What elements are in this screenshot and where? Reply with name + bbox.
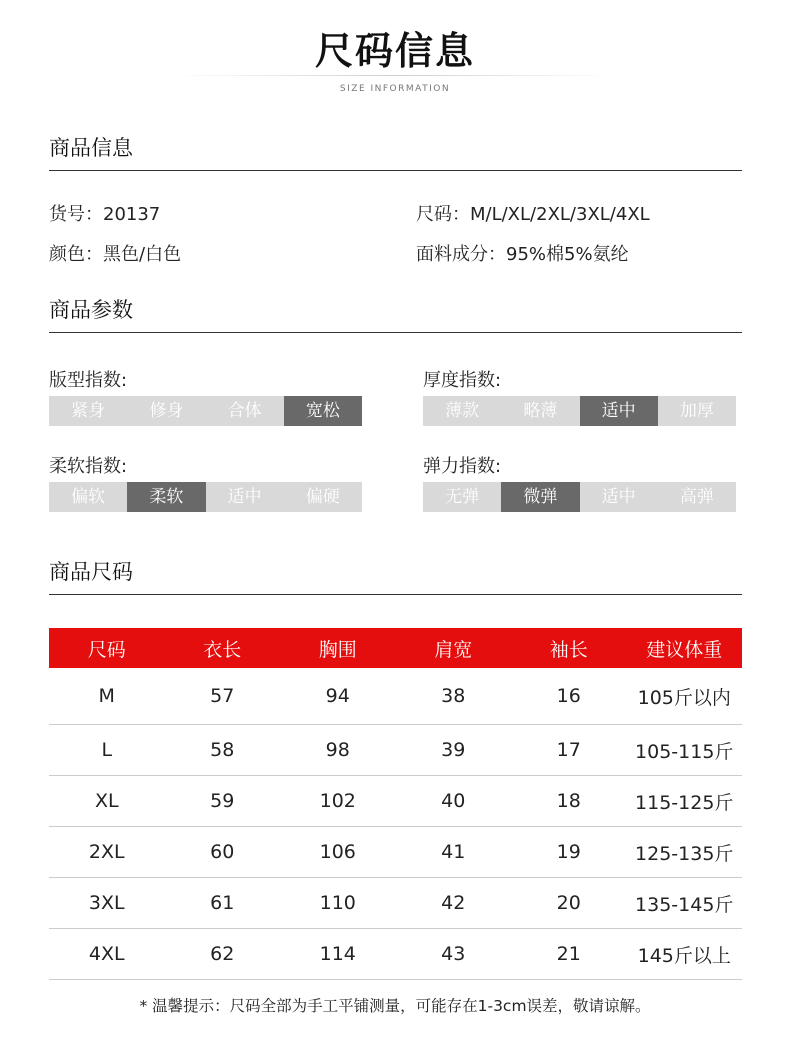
cell-chest: 110 — [280, 878, 396, 929]
fit-option: 紧身 — [49, 396, 127, 426]
cell-sleeve: 18 — [511, 776, 627, 827]
cell-shoulder: 41 — [396, 827, 512, 878]
cell-shoulder: 42 — [396, 878, 512, 929]
cell-size: M — [49, 668, 165, 725]
cell-shoulder: 43 — [396, 929, 512, 980]
table-row — [49, 776, 742, 827]
cell-chest: 106 — [280, 827, 396, 878]
cell-weight: 145斤以上 — [627, 929, 743, 980]
softness-option: 柔软 — [127, 482, 205, 512]
header-weight: 建议体重 — [627, 628, 743, 668]
header-length: 衣长 — [165, 628, 281, 668]
cell-chest: 114 — [280, 929, 396, 980]
softness-option: 偏软 — [49, 482, 127, 512]
cell-size: XL — [49, 776, 165, 827]
elasticity-option: 高弹 — [658, 482, 736, 512]
fit-option: 合体 — [206, 396, 284, 426]
elasticity-option: 适中 — [580, 482, 658, 512]
thickness-option: 加厚 — [658, 396, 736, 426]
header-chest: 胸围 — [280, 628, 396, 668]
cell-size: L — [49, 725, 165, 776]
cell-shoulder: 40 — [396, 776, 512, 827]
cell-size: 3XL — [49, 878, 165, 929]
table-row — [49, 668, 742, 725]
cell-length: 60 — [165, 827, 281, 878]
fit-index-label: 版型指数: — [49, 370, 128, 391]
cell-chest: 102 — [280, 776, 396, 827]
size-table — [49, 628, 742, 980]
table-row — [49, 827, 742, 878]
cell-sleeve: 19 — [511, 827, 627, 878]
cell-sleeve: 21 — [511, 929, 627, 980]
cell-weight: 125-135斤 — [627, 827, 743, 878]
thickness-index-label: 厚度指数: — [423, 370, 502, 391]
elasticity-index-scale — [423, 482, 736, 512]
cell-shoulder: 38 — [396, 668, 512, 725]
fit-option: 修身 — [127, 396, 205, 426]
footer-note: * 温馨提示：尺码全部为手工平铺测量，可能存在1-3cm误差，敬请谅解。 — [139, 997, 651, 1015]
header-size: 尺码 — [49, 628, 165, 668]
color-options: 颜色：黑色/白色 — [49, 244, 182, 265]
cell-size: 4XL — [49, 929, 165, 980]
cell-sleeve: 16 — [511, 668, 627, 725]
cell-length: 62 — [165, 929, 281, 980]
softness-option: 偏硬 — [284, 482, 362, 512]
softness-index-scale — [49, 482, 362, 512]
elasticity-option: 无弹 — [423, 482, 501, 512]
title-divider — [175, 75, 615, 76]
cell-weight: 105-115斤 — [627, 725, 743, 776]
cell-length: 59 — [165, 776, 281, 827]
page-subtitle: SIZE INFORMATION — [339, 84, 451, 94]
fit-option: 宽松 — [284, 396, 362, 426]
section-title-product-info: 商品信息 — [49, 134, 742, 171]
elasticity-index-label: 弹力指数: — [423, 456, 502, 477]
cell-sleeve: 20 — [511, 878, 627, 929]
table-row — [49, 929, 742, 980]
softness-option: 适中 — [206, 482, 284, 512]
section-title-product-params: 商品参数 — [49, 296, 742, 333]
fit-index-scale — [49, 396, 362, 426]
fabric-composition: 面料成分：95%棉5%氨纶 — [416, 244, 629, 265]
table-row — [49, 725, 742, 776]
cell-length: 57 — [165, 668, 281, 725]
table-header-row — [49, 628, 742, 668]
cell-weight: 105斤以内 — [627, 668, 743, 725]
header-sleeve: 袖长 — [511, 628, 627, 668]
cell-weight: 115-125斤 — [627, 776, 743, 827]
page-title: 尺码信息 — [314, 29, 475, 73]
cell-length: 58 — [165, 725, 281, 776]
cell-shoulder: 39 — [396, 725, 512, 776]
cell-chest: 94 — [280, 668, 396, 725]
cell-length: 61 — [165, 878, 281, 929]
thickness-option: 略薄 — [501, 396, 579, 426]
thickness-option: 适中 — [580, 396, 658, 426]
elasticity-option: 微弹 — [501, 482, 579, 512]
available-sizes: 尺码：M/L/XL/2XL/3XL/4XL — [416, 204, 650, 225]
thickness-index-scale — [423, 396, 736, 426]
thickness-option: 薄款 — [423, 396, 501, 426]
cell-weight: 135-145斤 — [627, 878, 743, 929]
cell-sleeve: 17 — [511, 725, 627, 776]
section-title-size-chart: 商品尺码 — [49, 558, 742, 595]
table-row — [49, 878, 742, 929]
item-number: 货号：20137 — [49, 204, 161, 225]
header-shoulder: 肩宽 — [396, 628, 512, 668]
cell-size: 2XL — [49, 827, 165, 878]
cell-chest: 98 — [280, 725, 396, 776]
softness-index-label: 柔软指数: — [49, 456, 128, 477]
